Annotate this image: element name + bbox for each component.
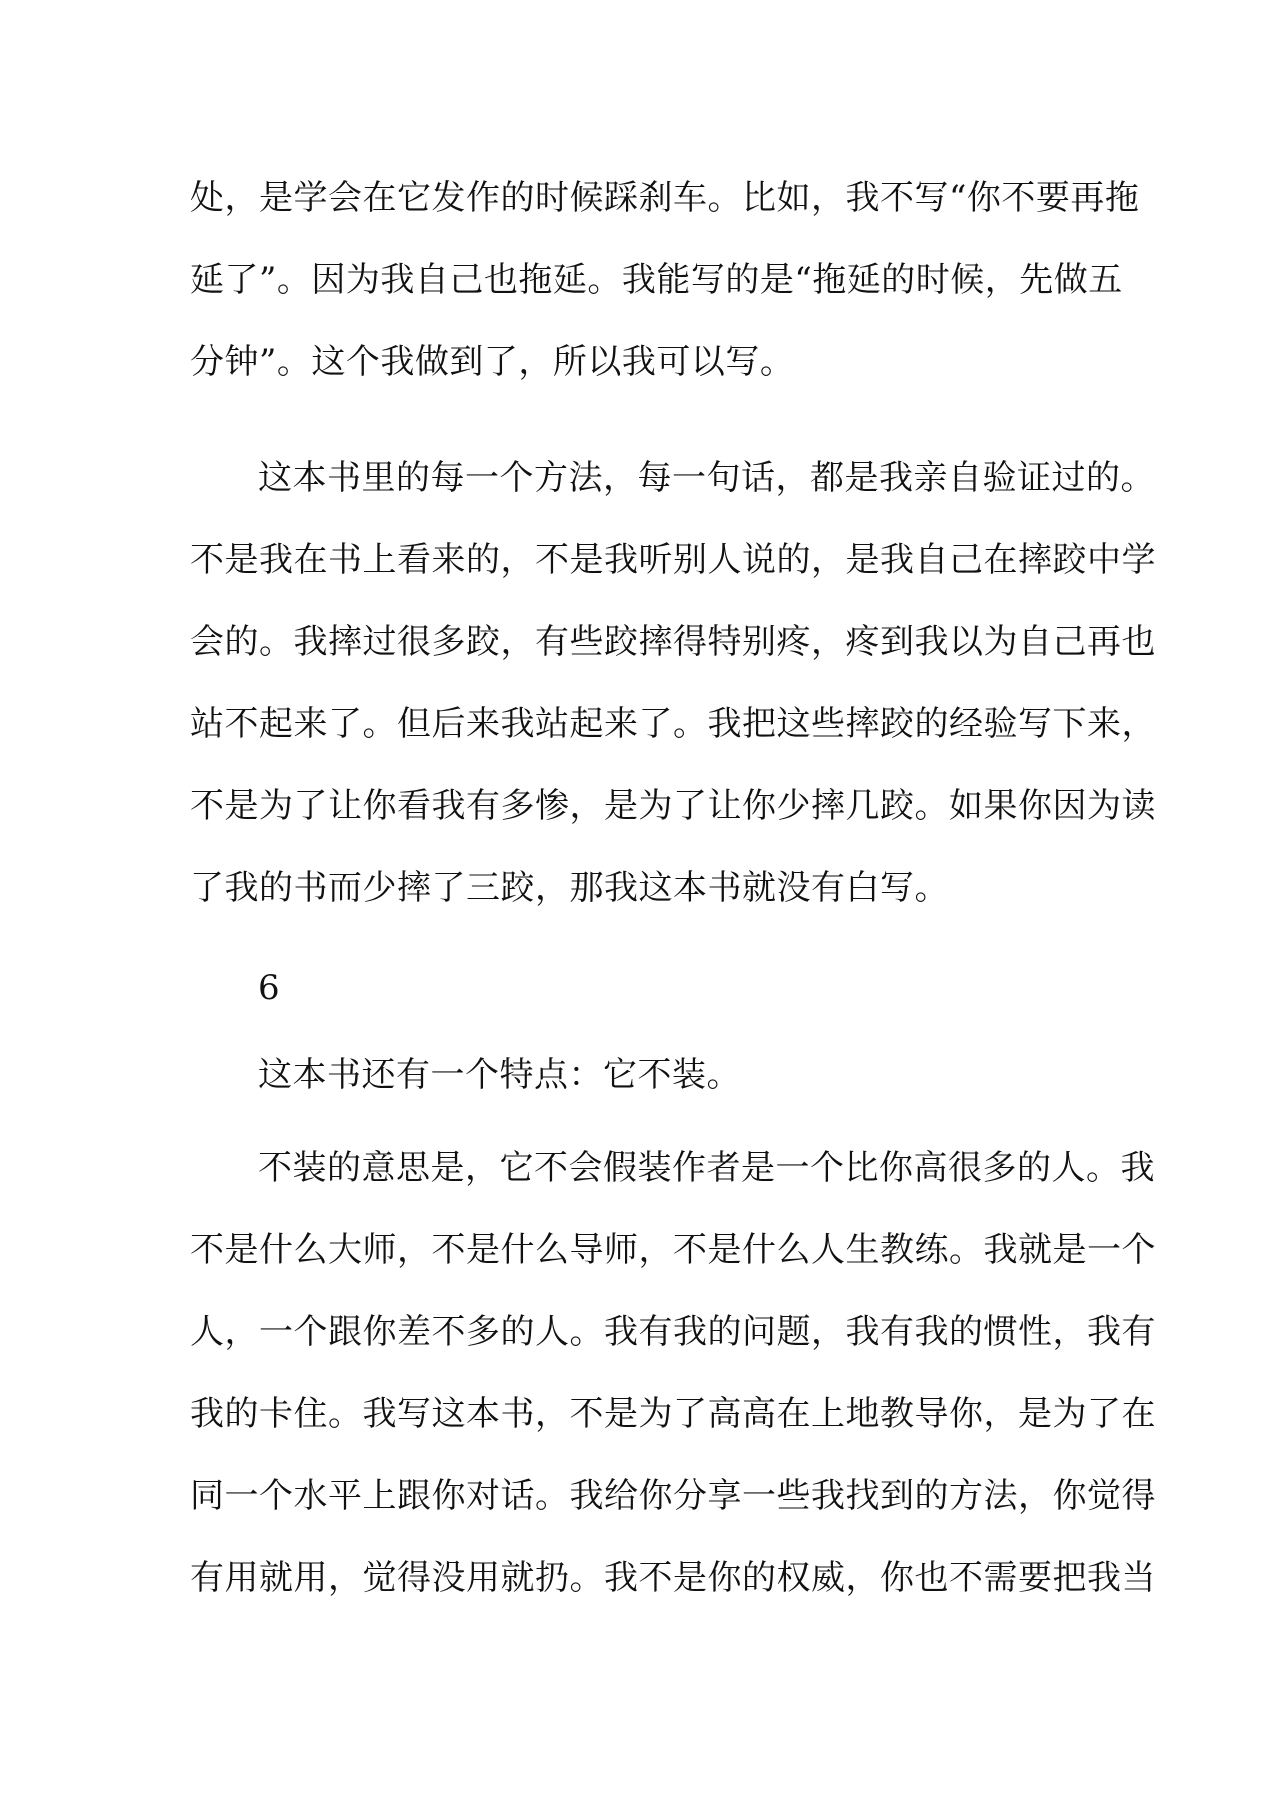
text-line: 不是为了让你看我有多惨，是为了让你少摔几跤。如果你因为读 (190, 786, 1156, 826)
text-line: 不是什么大师，不是什么导师，不是什么人生教练。我就是一个 (190, 1230, 1156, 1270)
text-line: 延了”。因为我自己也拖延。我能写的是“拖延的时候，先做五 (190, 260, 1123, 300)
text-line: 了我的书而少摔了三跤，那我这本书就没有白写。 (190, 868, 949, 908)
section-number: 6 (258, 968, 281, 1008)
text-line: 这本书还有一个特点：它不装。 (258, 1055, 741, 1095)
text-line: 人，一个跟你差不多的人。我有我的问题，我有我的惯性，我有 (190, 1312, 1156, 1352)
text-line: 有用就用，觉得没用就扔。我不是你的权威，你也不需要把我当 (190, 1558, 1156, 1598)
text-line: 分钟”。这个我做到了，所以我可以写。 (190, 342, 795, 382)
text-line: 这本书里的每一个方法，每一句话，都是我亲自验证过的。 (258, 458, 1155, 498)
text-line: 不装的意思是，它不会假装作者是一个比你高很多的人。我 (258, 1148, 1155, 1188)
text-line: 会的。我摔过很多跤，有些跤摔得特别疼，疼到我以为自己再也 (190, 622, 1156, 662)
text-line: 站不起来了。但后来我站起来了。我把这些摔跤的经验写下来， (190, 704, 1156, 744)
text-line: 我的卡住。我写这本书，不是为了高高在上地教导你，是为了在 (190, 1394, 1156, 1434)
text-line: 处，是学会在它发作的时候踩刹车。比如，我不写“你不要再拖 (190, 178, 1140, 218)
text-line: 同一个水平上跟你对话。我给你分享一些我找到的方法，你觉得 (190, 1476, 1156, 1516)
text-line: 不是我在书上看来的，不是我听别人说的，是我自己在摔跤中学 (190, 540, 1156, 580)
